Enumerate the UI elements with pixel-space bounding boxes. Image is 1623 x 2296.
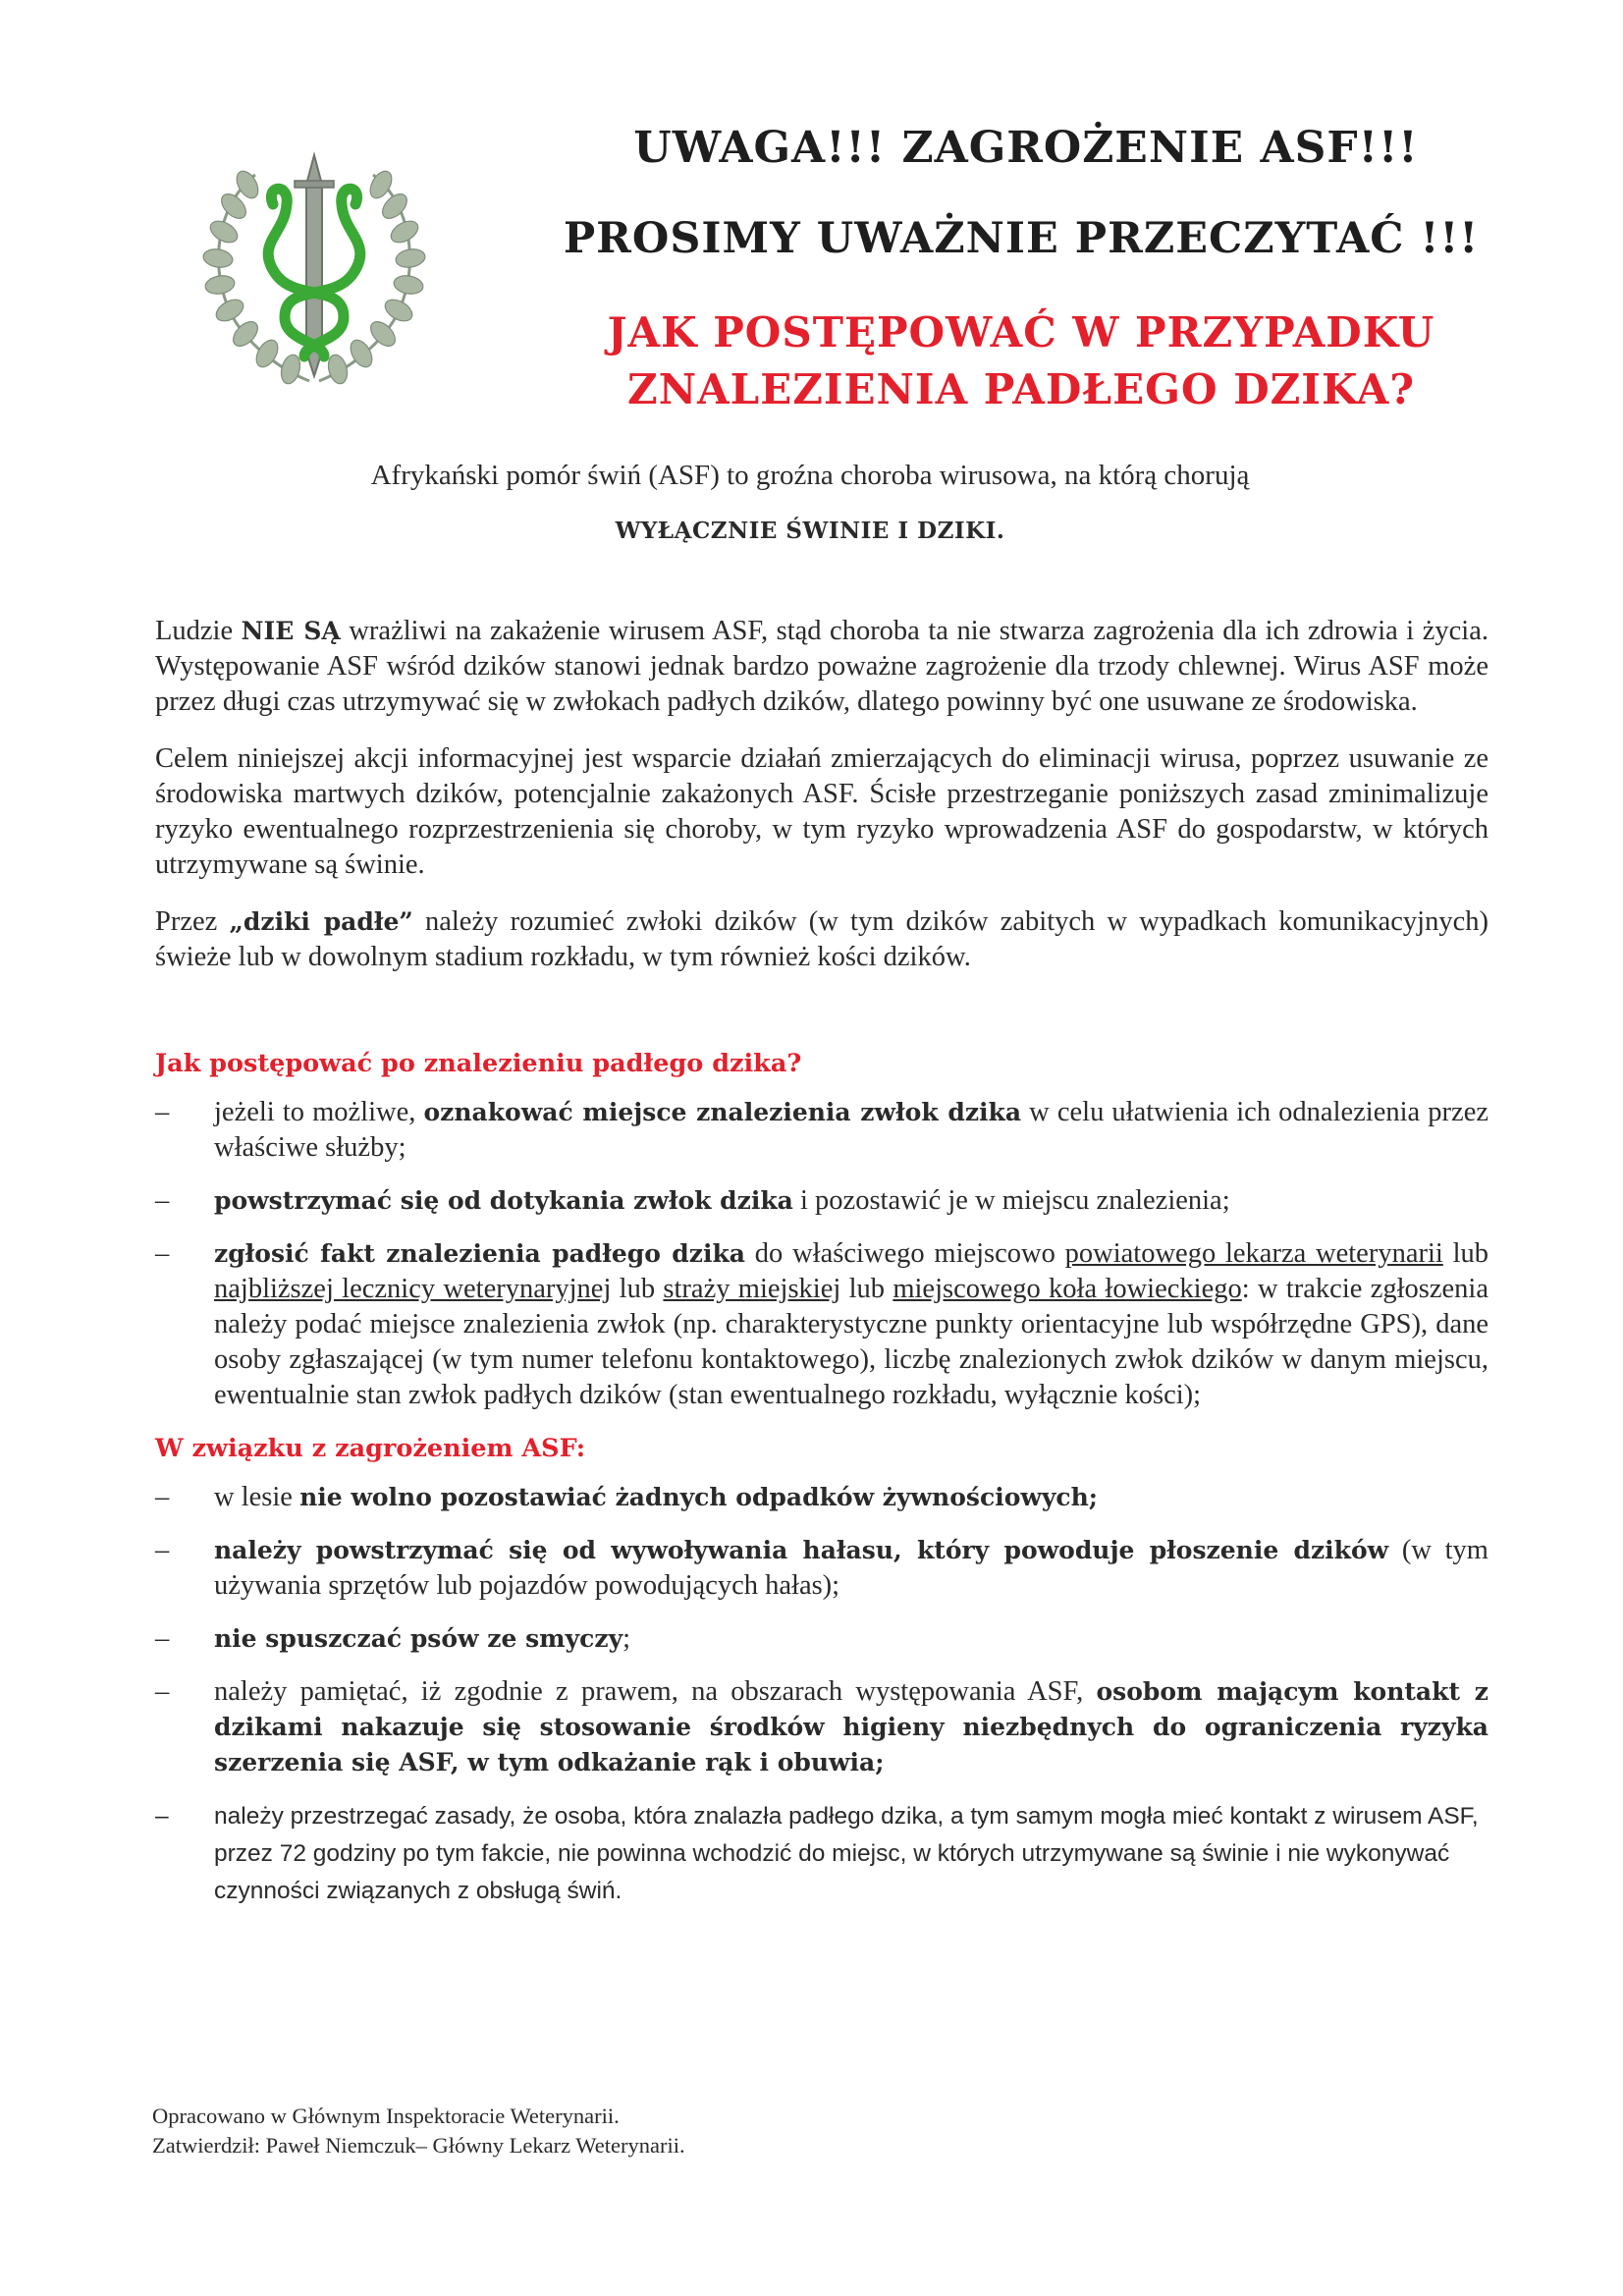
- s2-item2-b: należy powstrzymać się od wywoływania hałasu, który powoduje płoszenie dzików: [214, 1536, 1389, 1564]
- s1-item1-c: w celu ułatwienia ich odnalezienia przez właściwe służby;: [214, 1097, 1488, 1163]
- list-dash: –: [155, 1238, 170, 1269]
- s2-item4-a: należy pamiętać, iż zgodnie z prawem, na obszarach występowania ASF,: [214, 1676, 1097, 1707]
- section-2-item-1: [155, 1480, 1488, 1515]
- paragraph-3-bold: „dziki padłe”: [229, 907, 413, 936]
- list-dash: –: [155, 1676, 170, 1707]
- s1-item1-b: oznakować miejsce znalezienia zwłok dzika: [423, 1098, 1022, 1126]
- s2-item1-b: nie wolno pozostawiać żadnych odpadków żywnościowych;: [299, 1483, 1099, 1511]
- section-1-item-3: [155, 1236, 1488, 1413]
- veterinary-emblem-icon: [196, 145, 432, 391]
- document-body: [155, 614, 1488, 1928]
- s1-item3-c: do właściwego miejscowo: [745, 1238, 1065, 1269]
- intro-bold: WYŁĄCZNIE ŚWINIE I DZIKI.: [615, 518, 1005, 544]
- section-1-heading: Jak postępować po znalezieniu padłego dzika?: [155, 1049, 802, 1078]
- s1-item3-b: zgłosić fakt znalezienia padłego dzika: [214, 1239, 746, 1268]
- paragraph-2: Celem niniejszej akcji informacyjnej jest wsparcie działań zmierzających do eliminacji wirusa, poprzez usuwanie ze środowiska martwych dzików, potencjalnie zakażonych ASF. Ścisłe przestrzeganie poniższych zasad zminimalizuje ryzyko ewentualnego rozprzestrzenienia się choroby, w tym ryzyko wprowadzenia ASF do gospodarstw, w których utrzymywane są świnie.: [155, 743, 1488, 880]
- section-2-item-4: [155, 1674, 1488, 1780]
- section-2-item-2: [155, 1533, 1488, 1604]
- paragraph-3-text-c: należy rozumieć zwłoki dzików (w tym dzików zabitych w wypadkach komunikacyjnych) świeże lub w dowolnym stadium rozkładu, w tym również kości dzików.: [155, 906, 1488, 972]
- paragraph-1: [155, 614, 1488, 720]
- s1-item3-g: : w trakcie zgłoszenia należy podać miejsce znalezienia zwłok (np. charakterystyczne punkty orientacyjne lub współrzędne GPS), dane osoby zgłaszającej (w tym numer telefonu kontaktowego), liczbę znalezionych zwłok dzików w danym miejscu, ewentualnie stan zwłok padłych dzików (stan ewentualnego rozkładu, wyłącznie kości);: [214, 1274, 1488, 1410]
- city-guard-link-text: straży miejskiej: [663, 1274, 841, 1304]
- document-footer: [152, 2102, 685, 2160]
- main-question-line-1: JAK POSTĘPOWAĆ W PRZYPADKU: [607, 308, 1435, 356]
- vet-officer-link-text: powiatowego lekarza weterynarii: [1064, 1238, 1443, 1269]
- hunting-club-link-text: miejscowego koła łowieckiego: [893, 1274, 1242, 1304]
- intro-block: [157, 460, 1463, 544]
- s1-item3-e: lub: [611, 1274, 664, 1304]
- s2-item3-b: nie spuszczać psów ze smyczy: [214, 1624, 623, 1653]
- section-1-list: [155, 1095, 1488, 1413]
- list-dash: –: [155, 1185, 170, 1216]
- s2-item3-c: ;: [622, 1623, 631, 1654]
- section-2-list: [155, 1480, 1488, 1910]
- list-dash: –: [155, 1535, 170, 1565]
- s2-item5-text: należy przestrzegać zasady, że osoba, która znalazła padłego dzika, a tym samym mogła mieć kontakt z wirusem ASF, przez 72 godziny po tym fakcie, nie powinna wchodzić do miejsc, w których utrzymywane są świnie i nie wykonywać czynności związanych z obsługą świń.: [214, 1803, 1479, 1904]
- section-1-item-1: [155, 1095, 1488, 1166]
- section-2-heading: W związku z zagrożeniem ASF:: [155, 1434, 586, 1463]
- paragraph-3: [155, 904, 1488, 975]
- main-question-title: [471, 304, 1571, 418]
- s1-item3-f: lub: [840, 1274, 893, 1304]
- list-dash: –: [155, 1803, 169, 1830]
- paragraph-1-text-c: wrażliwi na zakażenie wirusem ASF, stąd choroba ta nie stwarza zagrożenia dla ich zdrowia i życia. Występowanie ASF wśród dzików stanowi jednak bardzo poważne zagrożenie dla trzody chlewnej. Wirus ASF może przez długi czas utrzymywać się w zwłokach padłych dzików, dlatego powinny być one usuwane ze środowiska.: [155, 616, 1488, 717]
- s1-item3-d: lub: [1442, 1238, 1488, 1269]
- section-2-item-3: [155, 1621, 1488, 1657]
- s2-item2-c: (w tym używania sprzętów lub pojazdów powodujących hałas);: [214, 1535, 1488, 1601]
- section-2-item-5: [155, 1798, 1488, 1910]
- main-question-line-2: ZNALEZIENIA PADŁEGO DZIKA?: [627, 365, 1415, 413]
- s1-item2-c: i pozostawić je w miejscu znalezienia;: [792, 1185, 1230, 1216]
- paragraph-3-text-a: Przez: [155, 906, 230, 937]
- warning-title: UWAGA!!! ZAGROŻENIE ASF!!!: [633, 123, 1419, 173]
- vet-clinic-link-text: najbliższej lecznicy weterynaryjnej: [214, 1274, 612, 1304]
- list-dash: –: [155, 1097, 170, 1127]
- section-1-item-2: [155, 1183, 1488, 1219]
- footer-approved-by: Zatwierdził: Paweł Niemczuk– Główny Lekarz Weterynarii.: [152, 2133, 685, 2158]
- read-carefully-title: PROSIMY UWAŻNIE PRZECZYTAĆ !!!: [563, 214, 1480, 263]
- paragraph-1-bold: NIE SĄ: [241, 617, 341, 645]
- s2-item1-a: w lesie: [214, 1482, 300, 1512]
- s1-item1-a: jeżeli to możliwe,: [214, 1097, 424, 1127]
- document-header: [471, 123, 1571, 418]
- paragraph-1-text-a: Ludzie: [155, 616, 242, 646]
- intro-text: Afrykański pomór świń (ASF) to groźna choroba wirusowa, na którą chorują: [370, 460, 1250, 491]
- list-dash: –: [155, 1482, 170, 1512]
- list-dash: –: [155, 1623, 170, 1654]
- s1-item2-b: powstrzymać się od dotykania zwłok dzika: [214, 1186, 793, 1215]
- s2-item4-b: osobom mającym kontakt z dzikami nakazuje się stosowanie środków higieny niezbędnych do ograniczenia ryzyka szerzenia się ASF, w tym odkażanie rąk i obuwia;: [214, 1677, 1488, 1777]
- footer-prepared-by: Opracowano w Głównym Inspektoracie Weterynarii.: [152, 2104, 620, 2128]
